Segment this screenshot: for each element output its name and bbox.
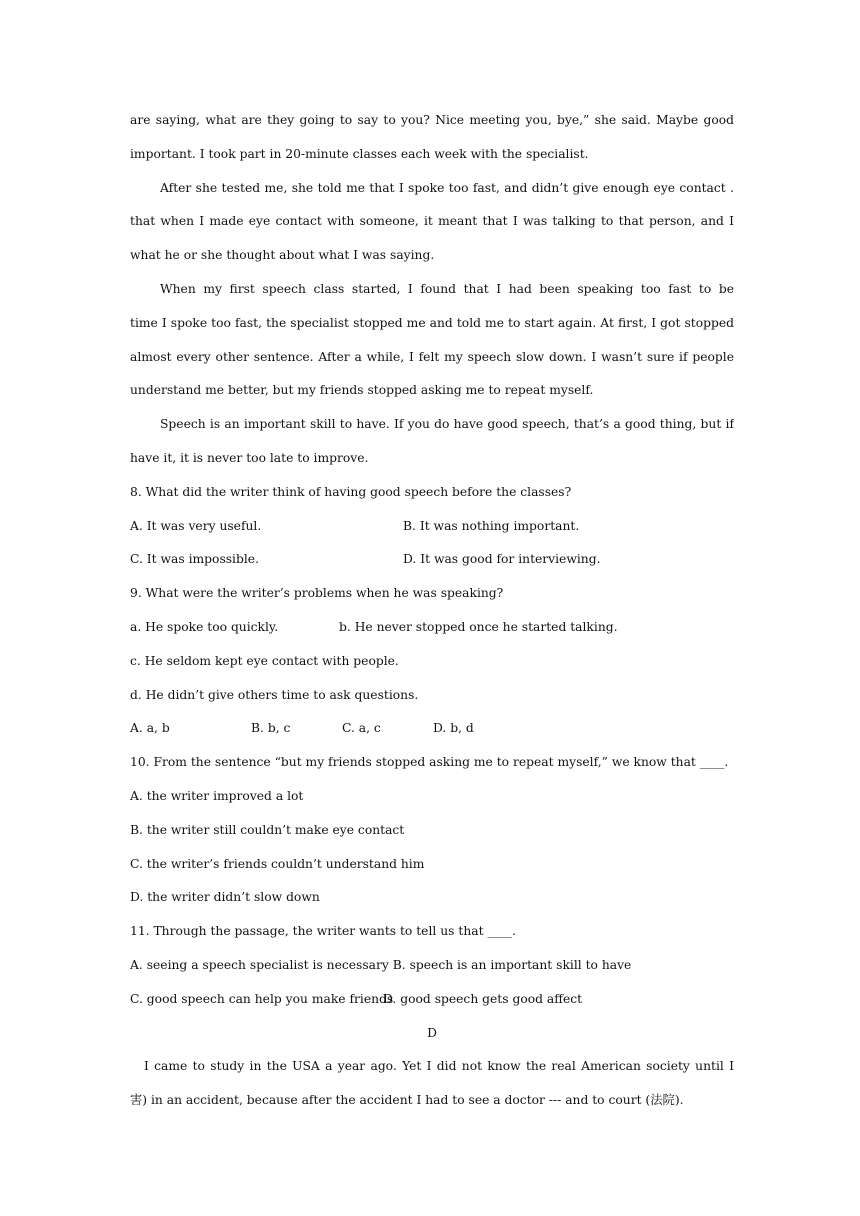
question-9: 9. What were the writer’s problems when he was speaking?	[130, 586, 504, 601]
passage-line: that when I made eye contact with someone, it meant that I was talking to that person, and I	[130, 214, 734, 229]
passage-line: understand me better, but my friends stopped asking me to repeat myself.	[130, 383, 594, 398]
passage-line: I came to study in the USA a year ago. Yet I did not know the real American society until I	[144, 1059, 734, 1074]
option-d: D. b, d	[433, 721, 474, 736]
question-11: 11. Through the passage, the writer wants to tell us that ____.	[130, 924, 516, 939]
passage-line: almost every other sentence. After a while, I felt my speech slow down. I wasn’t sure if people	[130, 349, 734, 364]
option-b: B. It was nothing important.	[403, 518, 580, 533]
question-8-options-row-1	[130, 510, 734, 544]
option-c: C. a, c	[342, 721, 381, 736]
option-a: A. It was very useful.	[130, 518, 262, 533]
passage-line: 害) in an accident, because after the accident I had to see a doctor --- and to court (法院).	[130, 1093, 684, 1108]
question-10: 10. From the sentence “but my friends stopped asking me to repeat myself,” we know that ____.	[130, 755, 729, 770]
question-9-options	[130, 712, 734, 746]
passage-line: important. I took part in 20-minute classes each week with the specialist.	[130, 146, 589, 161]
passage-line: have it, it is never too late to improve.	[130, 450, 369, 465]
passage-line: what he or she thought about what I was saying.	[130, 248, 435, 263]
document-page	[130, 104, 734, 1118]
option-b: B. b, c	[251, 721, 291, 736]
option-d: D. the writer didn’t slow down	[130, 890, 320, 905]
item-d: d. He didn’t give others time to ask questions.	[130, 687, 419, 702]
passage-line: time I spoke too fast, the specialist stopped me and told me to start again. At first, I got stopped	[130, 315, 734, 330]
option-b: B. the writer still couldn’t make eye contact	[130, 822, 405, 837]
option-a: A. a, b	[130, 721, 170, 736]
passage-line: are saying, what are they going to say to you? Nice meeting you, bye,” she said. Maybe good	[130, 113, 734, 127]
option-c: C. the writer’s friends couldn’t understand him	[130, 856, 425, 871]
section-heading: D	[427, 1025, 437, 1040]
option-d: D. good speech gets good affect	[383, 991, 583, 1006]
option-a: A. the writer improved a lot	[130, 788, 304, 803]
question-8-options-row-2	[130, 543, 734, 577]
question-8: 8. What did the writer think of having good speech before the classes?	[130, 484, 572, 499]
question-11-options-row-2	[130, 983, 734, 1017]
passage-line: Speech is an important skill to have. If you do have good speech, that’s a good thing, but if	[160, 417, 734, 432]
options-a-b: A. seeing a speech specialist is necessary B. speech is an important skill to have	[130, 957, 632, 972]
option-c: C. good speech can help you make friends	[130, 991, 394, 1006]
option-c: C. It was impossible.	[130, 552, 259, 567]
item-c: c. He seldom kept eye contact with people.	[130, 653, 399, 668]
option-d: D. It was good for interviewing.	[403, 552, 601, 567]
question-9-items-row-1	[130, 611, 734, 645]
item-b: b. He never stopped once he started talking.	[339, 619, 618, 634]
item-a: a. He spoke too quickly.	[130, 619, 279, 634]
passage-line: After she tested me, she told me that I spoke too fast, and didn’t give enough eye contact .	[160, 180, 734, 195]
passage-line: When my first speech class started, I found that I had been speaking too fast to be	[160, 281, 734, 296]
